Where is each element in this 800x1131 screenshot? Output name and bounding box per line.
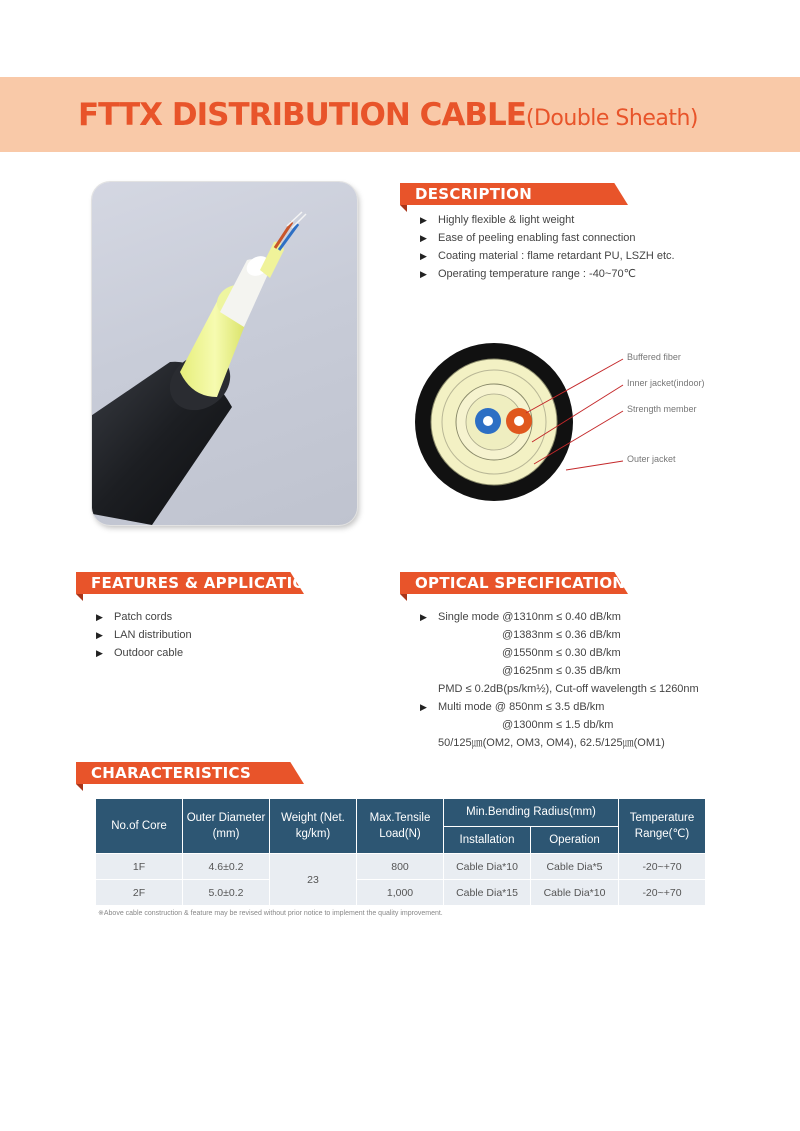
page-title [78,95,698,133]
cell-outer-diameter: 4.6±0.2 [183,854,270,880]
bullet-arrow-icon: ▶ [96,630,103,640]
features-heading [76,572,330,594]
cell-installation: Cable Dia*15 [444,880,531,906]
callout-buffered-fiber: Buffered fiber [627,352,681,362]
col-header-installation: Installation [444,826,531,854]
col-header-bending: Min.Bending Radius(mm) [444,799,619,827]
list-item: @1300nm ≤ 1.5 db/km [502,719,614,731]
list-item: ▶ Single mode @1310nm ≤ 0.40 dB/km [420,608,699,626]
cell-installation: Cable Dia*10 [444,854,531,880]
callout-inner-jacket: Inner jacket(indoor) [627,378,705,388]
title-sub: (Double Sheath) [525,106,698,131]
cable-cross-section [410,330,740,530]
list-item: 50/125㎛(OM2, OM3, OM4), 62.5/125㎛(OM1) [438,737,665,749]
cell-core: 1F [96,854,183,880]
revision-note: ※Above cable construction & feature may be revised without prior notice to implement the quality improvement. [98,910,443,917]
characteristics-heading-label: CHARACTERISTICS [91,764,252,782]
bullet-arrow-icon: ▶ [420,233,427,243]
bullet-arrow-icon: ▶ [420,702,427,712]
list-item: ▶ Outdoor cable [96,644,192,662]
list-item: ▶ Ease of peeling enabling fast connection [420,229,675,247]
list-item: ▶ Coating material : flame retardant PU, LSZH etc. [420,247,675,265]
title-main: FTTX DISTRIBUTION CABLE [78,97,526,133]
cell-core: 2F [96,880,183,906]
bullet-arrow-icon: ▶ [96,648,103,658]
list-item: ▶ Operating temperature range : -40~70℃ [420,265,675,283]
col-header-tensile: Max.Tensile Load(N) [357,799,444,854]
cell-weight: 23 [270,854,357,906]
list-item: @1383nm ≤ 0.36 dB/km [502,629,621,641]
list-item: ▶ Patch cords [96,608,192,626]
cell-operation: Cable Dia*10 [531,880,619,906]
list-item: ▶ LAN distribution [96,626,192,644]
description-heading [400,183,628,205]
optical-list [420,608,699,752]
optical-heading-label: OPTICAL SPECIFICATIONS [415,574,637,592]
characteristics-heading [76,762,304,784]
col-header-operation: Operation [531,826,619,854]
bullet-arrow-icon: ▶ [420,612,427,622]
bullet-arrow-icon: ▶ [96,612,103,622]
cell-tensile: 1,000 [357,880,444,906]
col-header-outer-diameter: Outer Diameter (mm) [183,799,270,854]
table-row [96,880,706,906]
description-list [420,211,675,283]
list-item: @1550nm ≤ 0.30 dB/km [502,647,621,659]
optical-heading [400,572,637,594]
bullet-arrow-icon: ▶ [420,269,427,279]
cell-outer-diameter: 5.0±0.2 [183,880,270,906]
cell-temperature: -20~+70 [619,854,706,880]
callout-outer-jacket: Outer jacket [627,454,676,464]
list-item: PMD ≤ 0.2dB(ps/km½), Cut-off wavelength ≤ 1260nm [438,683,699,695]
list-item: ▶ Highly flexible & light weight [420,211,675,229]
cable-photo [92,182,357,525]
cross-section-diagram [410,330,740,530]
characteristics-table [95,798,706,906]
list-item: @1625nm ≤ 0.35 dB/km [502,665,621,677]
cell-operation: Cable Dia*5 [531,854,619,880]
bullet-arrow-icon: ▶ [420,215,427,225]
cell-tensile: 800 [357,854,444,880]
list-item: ▶ Multi mode @ 850nm ≤ 3.5 dB/km [420,698,699,716]
bullet-arrow-icon: ▶ [420,251,427,261]
features-list [96,608,192,662]
callout-strength-member: Strength member [627,404,697,414]
features-heading-label: FEATURES & APPLICATIONS [91,574,330,592]
cell-temperature: -20~+70 [619,880,706,906]
table-row [96,854,706,880]
col-header-weight: Weight (Net. kg/km) [270,799,357,854]
col-header-core: No.of Core [96,799,183,854]
cable-illustration [92,182,357,525]
description-heading-label: DESCRIPTION [415,185,533,203]
col-header-temperature: Temperature Range(℃) [619,799,706,854]
